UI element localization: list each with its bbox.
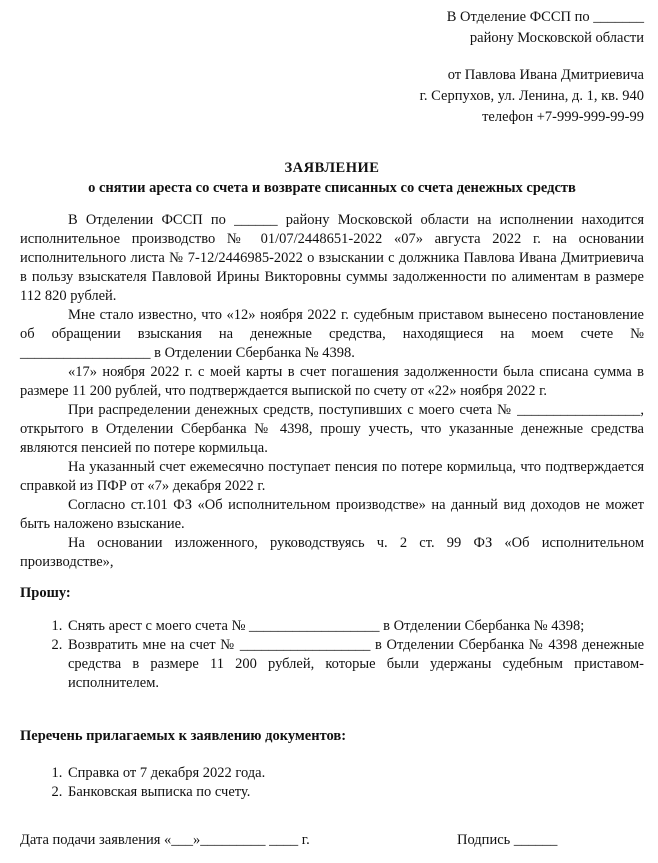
request-item-2: 2. Возвратить мне на счет № __________________ в Отделении Сбербанка № 4398 денежные средства в размере 11 200 рублей, которые были удержаны судебным приставом-исполнителем. bbox=[66, 636, 644, 693]
paragraph-5: На указанный счет ежемесячно поступает пенсия по потере кормильца, что подтверждается справкой из ПФР от «7» декабря 2022 г. bbox=[20, 459, 644, 494]
sender-phone: телефон +7-999-999-99-99 bbox=[482, 109, 644, 125]
request-list bbox=[20, 617, 644, 693]
request-item-1: 1. Снять арест с моего счета № __________________ в Отделении Сбербанка № 4398; bbox=[66, 617, 644, 636]
paragraph-1: В Отделении ФССП по ______ району Московской области на исполнении находится исполнительное производство № 01/07/2448651-2022 «07» августа 2022 г. на основании исполнительного листа № 7-12/2446985-2022 о взыскании с должника Павлова Ивана Дмитриевича в пользу взыскателя Павловой Ирины Викторовны суммы задолженности по алиментам в размере 112 820 рублей. bbox=[20, 212, 644, 304]
document-title bbox=[20, 159, 644, 198]
addressee-block bbox=[20, 8, 644, 129]
submission-date: Дата подачи заявления «___»_________ ____ г. bbox=[20, 832, 310, 848]
paragraph-7: На основании изложенного, руководствуясь ч. 2 ст. 99 ФЗ «Об исполнительном производстве», bbox=[20, 535, 644, 570]
sender-name: от Павлова Ивана Дмитриевича bbox=[447, 67, 644, 83]
title-main: ЗАЯВЛЕНИЕ bbox=[284, 160, 380, 176]
paragraph-4: При распределении денежных средств, поступивших с моего счета № _________________, открытого в Отделении Сбербанка № 4398, прошу учесть, что указанные денежные средства являются пенсией по потере кормильца. bbox=[20, 402, 644, 456]
paragraph-6: Согласно ст.101 ФЗ «Об исполнительном производстве» на данный вид доходов не может быть наложено взыскание. bbox=[20, 497, 644, 532]
documents-heading: Перечень прилагаемых к заявлению документов: bbox=[20, 728, 347, 744]
request-heading: Прошу: bbox=[20, 585, 71, 601]
addressee-line-1: В Отделение ФССП по _______ bbox=[446, 9, 644, 25]
document-page bbox=[20, 8, 644, 848]
signature-line: Подпись ______ bbox=[457, 832, 558, 848]
document-body bbox=[20, 211, 644, 802]
title-subtitle: о снятии ареста со счета и возврате списанных со счета денежных средств bbox=[88, 180, 576, 196]
paragraph-3: «17» ноября 2022 г. с моей карты в счет погашения задолженности была списана сумма в размере 11 200 рублей, что подтверждается выпиской по счету от «22» ноября 2022 г. bbox=[20, 364, 644, 399]
addressee-line-2: району Московской области bbox=[469, 30, 644, 46]
document-item-2: 2. Банковская выписка по счету. bbox=[66, 783, 644, 802]
documents-list bbox=[20, 764, 644, 802]
paragraph-2: Мне стало известно, что «12» ноября 2022 г. судебным приставом вынесено постановление об обращении взыскания на денежные средства, находящиеся на моем счете № __________________ в Отделении Сбербанка № 4398. bbox=[20, 307, 644, 361]
document-item-1: 1. Справка от 7 декабря 2022 года. bbox=[66, 764, 644, 783]
sender-address: г. Серпухов, ул. Ленина, д. 1, кв. 940 bbox=[419, 88, 644, 104]
